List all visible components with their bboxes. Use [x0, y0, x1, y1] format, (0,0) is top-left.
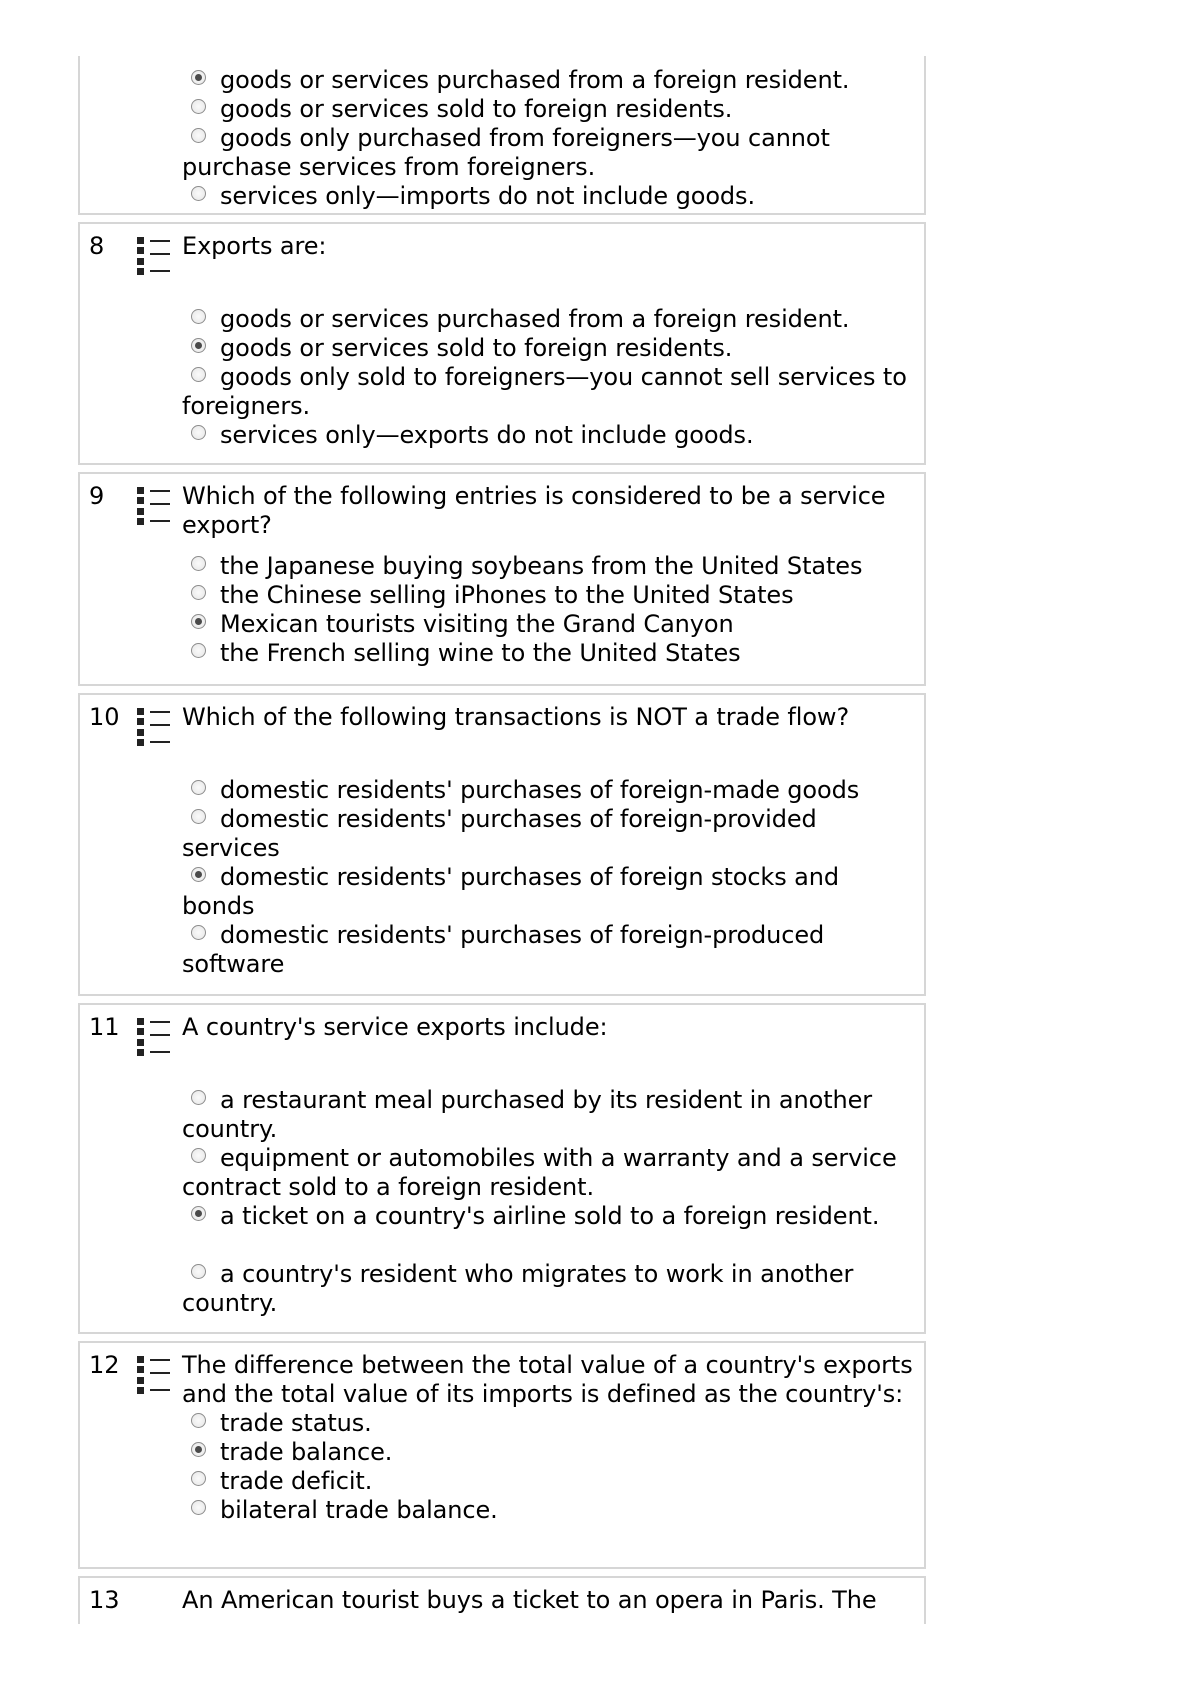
question-7-option-4[interactable]: services only—imports do not include goods.	[182, 182, 916, 211]
question-11-option-3[interactable]: a ticket on a country's airline sold to a foreign resident.	[182, 1202, 916, 1231]
radio-button-selected[interactable]	[191, 1206, 206, 1221]
question-11-option-4[interactable]: a country's resident who migrates to work in another country.	[182, 1260, 854, 1317]
question-number: 12	[89, 1351, 120, 1379]
question-8-card	[78, 222, 926, 465]
radio-button[interactable]	[191, 780, 206, 795]
radio-button-selected[interactable]	[191, 614, 206, 629]
question-text: The difference between the total value of a country's exports and the total value of its imports is defined as the country's:	[182, 1351, 913, 1408]
question-text: An American tourist buys a ticket to an opera in Paris. The	[182, 1586, 877, 1614]
radio-button-selected[interactable]	[191, 1442, 206, 1457]
question-9-option-4[interactable]: the French selling wine to the United States	[182, 639, 916, 668]
question-12-option-4[interactable]: bilateral trade balance.	[182, 1496, 916, 1525]
question-number: 8	[89, 232, 105, 260]
question-10-option-4[interactable]: domestic residents' purchases of foreign-produced software	[182, 921, 825, 978]
radio-button[interactable]	[191, 1471, 206, 1486]
question-12-option-3[interactable]: trade deficit.	[182, 1467, 916, 1496]
radio-button[interactable]	[191, 128, 206, 143]
question-12-option-2[interactable]: trade balance.	[182, 1438, 916, 1467]
question-13-card	[78, 1576, 926, 1624]
question-8-option-2[interactable]: goods or services sold to foreign residents.	[182, 334, 916, 363]
question-number: 9	[89, 482, 105, 510]
question-text: A country's service exports include:	[182, 1013, 608, 1041]
radio-button[interactable]	[191, 309, 206, 324]
radio-button[interactable]	[191, 809, 206, 824]
question-10-option-3[interactable]: domestic residents' purchases of foreign stocks and bonds	[182, 863, 840, 920]
question-7-option-1[interactable]: goods or services purchased from a foreign resident.	[182, 66, 916, 95]
choice-list-icon	[136, 486, 176, 530]
question-11-option-1[interactable]: a restaurant meal purchased by its resident in another country.	[182, 1086, 873, 1143]
question-10-card	[78, 693, 926, 996]
radio-button-selected[interactable]	[191, 867, 206, 882]
radio-button[interactable]	[191, 186, 206, 201]
question-12-card	[78, 1341, 926, 1569]
radio-button[interactable]	[191, 925, 206, 940]
choice-list-icon	[136, 1017, 176, 1061]
question-8-option-4[interactable]: services only—exports do not include goods.	[182, 421, 916, 450]
question-11-card	[78, 1003, 926, 1334]
radio-button[interactable]	[191, 1148, 206, 1163]
radio-button-selected[interactable]	[191, 70, 206, 85]
question-9-option-3[interactable]: Mexican tourists visiting the Grand Canyon	[182, 610, 916, 639]
question-text: Which of the following transactions is NOT a trade flow?	[182, 703, 850, 731]
radio-button[interactable]	[191, 1264, 206, 1279]
radio-button-selected[interactable]	[191, 338, 206, 353]
question-number: 10	[89, 703, 120, 731]
question-8-option-1[interactable]: goods or services purchased from a foreign resident.	[182, 305, 916, 334]
question-9-option-2[interactable]: the Chinese selling iPhones to the United States	[182, 581, 916, 610]
radio-button[interactable]	[191, 1500, 206, 1515]
question-text: Exports are:	[182, 232, 327, 260]
choice-list-icon	[136, 1355, 176, 1399]
question-number: 13	[89, 1586, 120, 1614]
question-9-card	[78, 472, 926, 686]
question-7-option-2[interactable]: goods or services sold to foreign residents.	[182, 95, 916, 124]
question-12-option-1[interactable]: trade status.	[182, 1409, 916, 1438]
choice-list-icon	[136, 236, 176, 280]
radio-button[interactable]	[191, 367, 206, 382]
radio-button[interactable]	[191, 556, 206, 571]
question-10-option-1[interactable]: domestic residents' purchases of foreign-made goods	[182, 776, 916, 805]
question-9-option-1[interactable]: the Japanese buying soybeans from the United States	[182, 552, 916, 581]
radio-button[interactable]	[191, 643, 206, 658]
question-8-option-3[interactable]: goods only sold to foreigners—you cannot sell services to foreigners.	[182, 363, 907, 420]
radio-button[interactable]	[191, 585, 206, 600]
choice-list-icon	[136, 707, 176, 751]
question-10-option-2[interactable]: domestic residents' purchases of foreign-provided services	[182, 805, 817, 862]
radio-button[interactable]	[191, 99, 206, 114]
radio-button[interactable]	[191, 1090, 206, 1105]
radio-button[interactable]	[191, 1413, 206, 1428]
question-11-option-2[interactable]: equipment or automobiles with a warranty and a service contract sold to a foreign resident.	[182, 1144, 897, 1201]
quiz-page	[78, 56, 926, 1631]
question-7-option-3[interactable]: goods only purchased from foreigners—you cannot purchase services from foreigners.	[182, 124, 830, 181]
question-number: 11	[89, 1013, 120, 1041]
question-7-card	[78, 56, 926, 215]
radio-button[interactable]	[191, 425, 206, 440]
question-text: Which of the following entries is considered to be a service export?	[182, 482, 886, 539]
